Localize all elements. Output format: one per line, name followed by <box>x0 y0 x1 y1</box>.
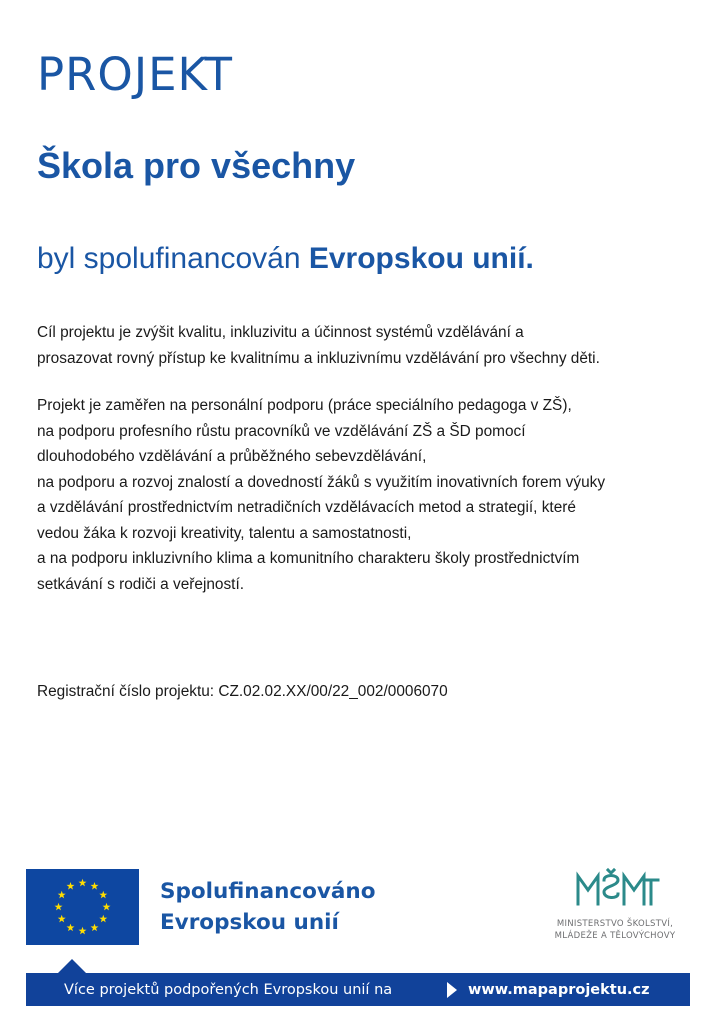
eu-cofunded-logo-text <box>160 876 376 938</box>
paragraph-line: prosazovat rovný přístup ke kvalitnímu a inkluzivnímu vzdělávání pro všechny děti. <box>37 349 600 367</box>
play-arrow-icon <box>447 982 457 998</box>
eu-star-icon <box>103 903 111 911</box>
paragraph-line: a vzdělávání prostřednictvím netradičních vzdělávacích metod a strategií, které <box>37 499 576 516</box>
funding-statement <box>37 244 534 274</box>
eu-star-icon <box>91 882 99 890</box>
heading-projekt: PROJEKT <box>37 48 234 101</box>
msmt-name <box>520 918 710 942</box>
eu-flag-stars <box>26 869 139 945</box>
paragraph-line: vedou žáka k rozvoji kreativity, talentu a samostatnosti, <box>37 524 412 542</box>
paragraph-line: na podporu a rozvoj znalostí a dovedností žáků s využitím inovativních forem výuky <box>37 473 606 491</box>
paragraph-line: Projekt je zaměřen na personální podporu (práce speciálního pedagoga v ZŠ), <box>37 397 572 414</box>
msmt-monogram <box>540 866 690 916</box>
funding-bold: Evropskou unií. <box>308 242 534 275</box>
project-name: Škola pro všechny <box>37 145 356 186</box>
eu-star-icon <box>91 924 99 932</box>
footer-text: Více projektů podpořených Evropskou unií na <box>64 982 393 998</box>
mapaprojektu-link[interactable]: www.mapaprojektu.cz <box>468 982 650 998</box>
funding-prefix: byl spolufinancován <box>37 242 309 275</box>
eu-star-icon <box>99 915 107 923</box>
paragraph-line: setkávání s rodiči a veřejností. <box>37 575 245 593</box>
footer-notch <box>58 959 86 973</box>
paragraph-line: na podporu profesního růstu pracovníků ve vzdělávání ZŠ a ŠD pomocí <box>37 422 526 440</box>
eu-star-icon <box>67 882 75 890</box>
paragraph-line: Cíl projektu je zvýšit kvalitu, inkluzivitu a účinnost systémů vzdělávání a <box>37 324 524 341</box>
eu-flag-icon <box>26 869 139 945</box>
eu-star-icon <box>55 903 63 911</box>
eu-text-line2: Evropskou unií <box>160 910 339 935</box>
project-goal-paragraph <box>37 320 600 371</box>
eu-star-icon <box>79 927 87 935</box>
eu-star-icon <box>58 891 66 899</box>
eu-text-line1: Spolufinancováno <box>160 879 376 904</box>
paragraph-line: a na podporu inkluzivního klima a komunitního charakteru školy prostřednictvím <box>37 550 580 567</box>
eu-star-icon <box>67 924 75 932</box>
eu-star-icon <box>99 891 107 899</box>
eu-star-icon <box>79 879 87 887</box>
msmt-line2: MLÁDEŽE A TĚLOVÝCHOVY <box>554 931 676 941</box>
project-focus-paragraph <box>37 393 605 597</box>
registration-number: Registrační číslo projektu: CZ.02.02.XX/00/22_002/0006070 <box>37 683 448 700</box>
paragraph-line: dlouhodobého vzdělávání a průběžného sebevzdělávání, <box>37 448 427 465</box>
eu-star-icon <box>58 915 66 923</box>
msmt-line1: MINISTERSTVO ŠKOLSTVÍ, <box>556 919 674 929</box>
